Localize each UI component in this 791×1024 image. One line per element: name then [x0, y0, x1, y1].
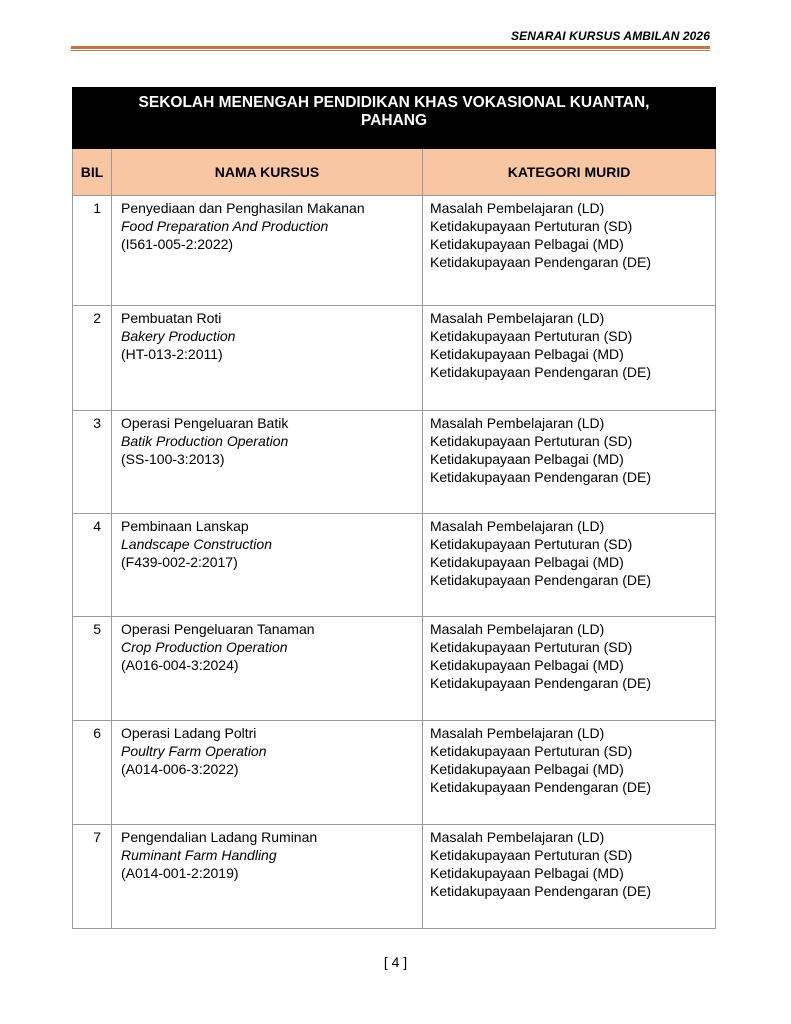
- table-row: [73, 514, 716, 617]
- student-category: Masalah Pembelajaran (LD): [430, 200, 605, 216]
- student-category: Ketidakupayaan Pendengaran (DE): [430, 469, 652, 485]
- student-category: Ketidakupayaan Pertuturan (SD): [430, 536, 633, 552]
- course-code: (HT-013-2:2011): [121, 346, 223, 362]
- course-code: (A014-006-3:2022): [121, 761, 239, 777]
- course-name-cell: [112, 411, 423, 514]
- header-divider: [71, 46, 710, 51]
- student-category: Ketidakupayaan Pertuturan (SD): [430, 743, 633, 759]
- student-category: Ketidakupayaan Pendengaran (DE): [430, 572, 652, 588]
- student-category: Ketidakupayaan Pertuturan (SD): [430, 218, 633, 234]
- course-name-english: Crop Production Operation: [121, 639, 288, 655]
- course-name-malay: Pembuatan Roti: [121, 310, 222, 326]
- student-category: Masalah Pembelajaran (LD): [430, 621, 605, 637]
- student-category: Ketidakupayaan Pendengaran (DE): [430, 883, 652, 899]
- student-category: Ketidakupayaan Pelbagai (MD): [430, 346, 624, 362]
- document-header-title: SENARAI KURSUS AMBILAN 2026: [511, 29, 710, 43]
- course-table-container: [72, 87, 715, 929]
- course-name-english: Ruminant Farm Handling: [121, 847, 277, 863]
- row-number: 3: [73, 411, 112, 514]
- row-number: 2: [73, 306, 112, 411]
- course-code: (SS-100-3:2013): [121, 451, 225, 467]
- course-code: (A014-001-2:2019): [121, 865, 239, 881]
- student-category: Ketidakupayaan Pelbagai (MD): [430, 554, 624, 570]
- course-name-cell: [112, 306, 423, 411]
- course-name-cell: [112, 825, 423, 929]
- course-name-cell: [112, 721, 423, 825]
- student-category: Ketidakupayaan Pendengaran (DE): [430, 779, 652, 795]
- column-header-kategori-murid: KATEGORI MURID: [423, 149, 716, 196]
- course-name-english: Food Preparation And Production: [121, 218, 329, 234]
- student-category: Ketidakupayaan Pelbagai (MD): [430, 865, 624, 881]
- course-name-malay: Operasi Pengeluaran Batik: [121, 415, 289, 431]
- course-name-cell: [112, 617, 423, 721]
- student-category-cell: [423, 196, 716, 306]
- school-name: SEKOLAH MENENGAH PENDIDIKAN KHAS VOKASIONAL KUANTAN, PAHANG: [73, 88, 716, 149]
- column-header-row: [73, 149, 716, 196]
- table-row: [73, 721, 716, 825]
- student-category: Ketidakupayaan Pelbagai (MD): [430, 451, 624, 467]
- student-category: Masalah Pembelajaran (LD): [430, 725, 605, 741]
- course-name-english: Bakery Production: [121, 328, 236, 344]
- course-name-malay: Operasi Ladang Poltri: [121, 725, 257, 741]
- course-name-malay: Pengendalian Ladang Ruminan: [121, 829, 318, 845]
- row-number: 4: [73, 514, 112, 617]
- course-name-english: Landscape Construction: [121, 536, 272, 552]
- student-category: Masalah Pembelajaran (LD): [430, 310, 605, 326]
- row-number: 6: [73, 721, 112, 825]
- student-category-cell: [423, 411, 716, 514]
- student-category: Ketidakupayaan Pertuturan (SD): [430, 847, 633, 863]
- course-name-cell: [112, 196, 423, 306]
- course-name-cell: [112, 514, 423, 617]
- course-code: (A016-004-3:2024): [121, 657, 239, 673]
- table-row: [73, 617, 716, 721]
- table-row: [73, 825, 716, 929]
- page-number: [ 4 ]: [383, 954, 408, 970]
- student-category: Ketidakupayaan Pelbagai (MD): [430, 761, 624, 777]
- course-name-malay: Penyediaan dan Penghasilan Makanan: [121, 200, 365, 216]
- course-name-malay: Pembinaan Lanskap: [121, 518, 249, 534]
- table-row: [73, 411, 716, 514]
- student-category-cell: [423, 825, 716, 929]
- column-header-bil: BIL: [73, 149, 112, 196]
- student-category-cell: [423, 514, 716, 617]
- student-category-cell: [423, 617, 716, 721]
- student-category: Ketidakupayaan Pelbagai (MD): [430, 657, 624, 673]
- student-category: Masalah Pembelajaran (LD): [430, 415, 605, 431]
- student-category: Ketidakupayaan Pertuturan (SD): [430, 433, 633, 449]
- row-number: 5: [73, 617, 112, 721]
- student-category: Ketidakupayaan Pertuturan (SD): [430, 328, 633, 344]
- row-number: 7: [73, 825, 112, 929]
- table-title-row: [73, 88, 716, 149]
- student-category: Masalah Pembelajaran (LD): [430, 518, 605, 534]
- course-name-english: Batik Production Operation: [121, 433, 289, 449]
- course-code: (I561-005-2:2022): [121, 236, 234, 252]
- course-name-english: Poultry Farm Operation: [121, 743, 267, 759]
- student-category: Ketidakupayaan Pertuturan (SD): [430, 639, 633, 655]
- table-row: [73, 306, 716, 411]
- column-header-nama-kursus: NAMA KURSUS: [112, 149, 423, 196]
- student-category-cell: [423, 721, 716, 825]
- row-number: 1: [73, 196, 112, 306]
- course-table: [72, 87, 716, 929]
- student-category: Ketidakupayaan Pelbagai (MD): [430, 236, 624, 252]
- course-name-malay: Operasi Pengeluaran Tanaman: [121, 621, 315, 637]
- student-category: Ketidakupayaan Pendengaran (DE): [430, 364, 652, 380]
- table-body: [73, 196, 716, 929]
- table-row: [73, 196, 716, 306]
- student-category: Masalah Pembelajaran (LD): [430, 829, 605, 845]
- course-code: (F439-002-2:2017): [121, 554, 238, 570]
- student-category: Ketidakupayaan Pendengaran (DE): [430, 675, 652, 691]
- student-category: Ketidakupayaan Pendengaran (DE): [430, 254, 652, 270]
- student-category-cell: [423, 306, 716, 411]
